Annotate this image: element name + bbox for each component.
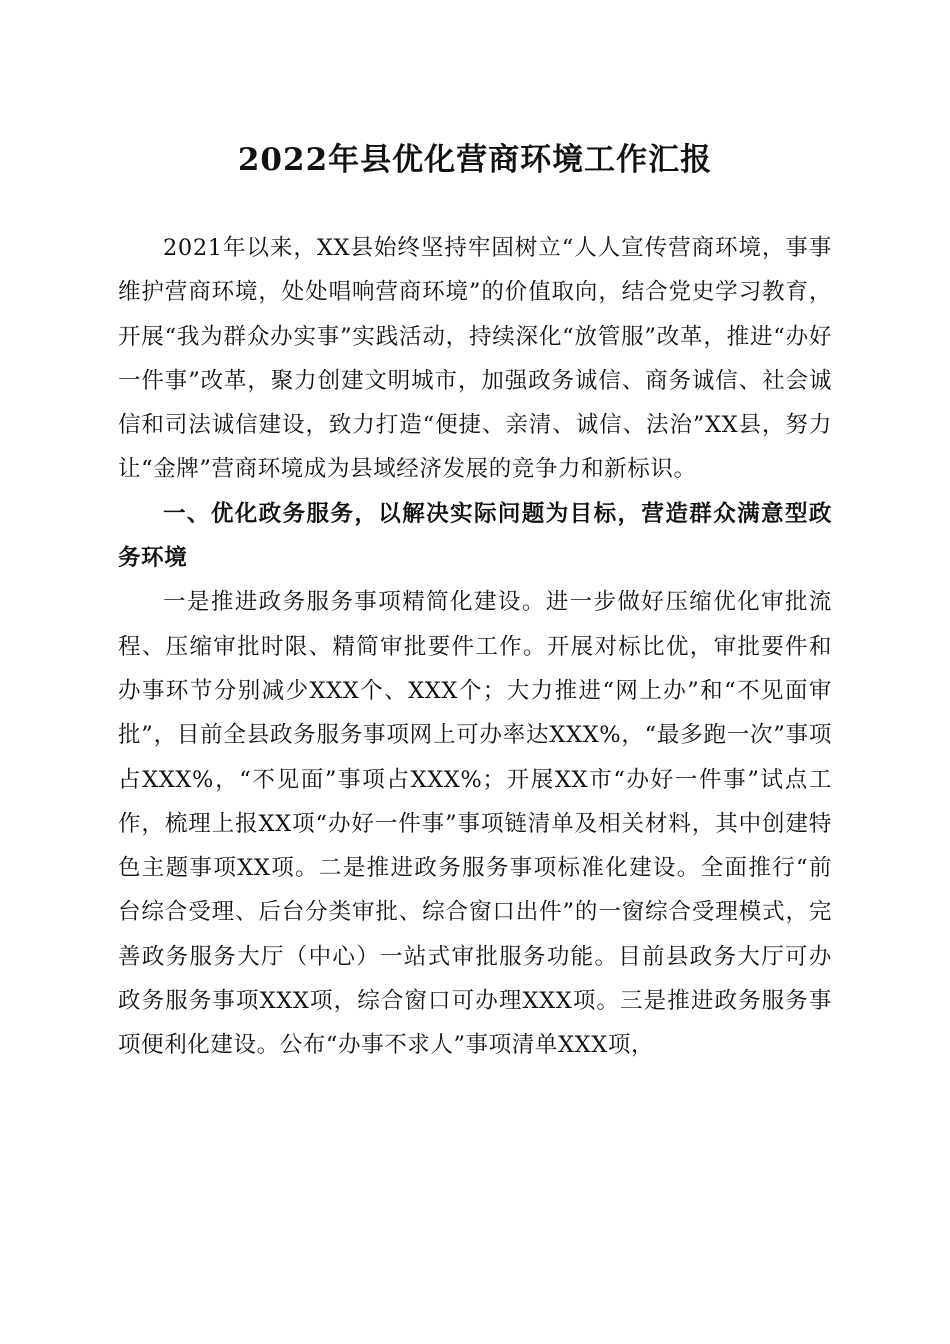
section-body-1: 一是推进政务服务事项精简化建设。进一步做好压缩优化审批流程、压缩审批时限、精简审批要件工作。开展对标比优，审批要件和办事环节分别减少XXX个、XXX个；大力推进“网上办”和“不见面审批”，目前全县政务服务事项网上可办率达XXX%，“最多跑一次”事项占XXX%，“不见面”事项占XXX%；开展XX市“办好一件事”试点工作，梳理上报XX项“办好一件事”事项链清单及相关材料，其中创建特色主题事项XX项。二是推进政务服务事项标准化建设。全面推行“前台综合受理、后台分类审批、综合窗口出件”的一窗综合受理模式，完善政务服务大厅（中心）一站式审批服务功能。目前县政务大厅可办政务服务事项XXX项，综合窗口可办理XXX项。三是推进政务服务事项便利化建设。公布“办事不求人”事项清单XXX项，: [118, 589, 832, 1059]
section-heading-1: 一、优化政务服务，以解决实际问题为目标，营造群众满意型政务环境: [118, 500, 832, 572]
document-title: 2022年县优化营商环境工作汇报: [237, 142, 713, 178]
document-page: [118, 130, 832, 1068]
intro-paragraph: 2021年以来，XX县始终坚持牢固树立“人人宣传营商环境，事事维护营商环境，处处唱响营商环境”的价值取向，结合党史学习教育，开展“我为群众办实事”实践活动，持续深化“放管服”改革，推进“办好一件事”改革，聚力创建文明城市，加强政务诚信、商务诚信、社会诚信和司法诚信建设，致力打造“便捷、亲清、诚信、法治”XX县，努力让“金牌”营商环境成为县域经济发展的竞争力和新标识。: [118, 235, 832, 483]
